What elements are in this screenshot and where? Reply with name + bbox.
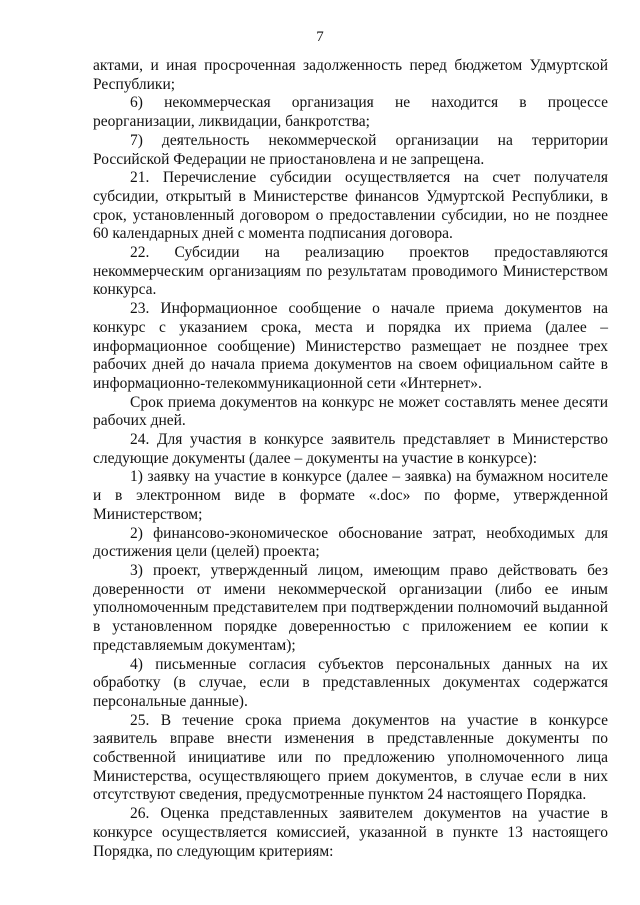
page-number: 7 xyxy=(316,29,324,45)
document-body xyxy=(93,57,608,861)
paragraph: актами, и иная просроченная задолженность перед бюджетом Удмуртской Республики; xyxy=(93,57,608,93)
paragraph: 23. Информационное сообщение о начале приема документов на конкурс с указанием срока, места и порядка их приема (далее – информационное сообщение) Министерство размещает не позднее трех рабочих дней до начала приема документов на своем официальном сайте в информационно-телекоммуникационной сети «Интернет». xyxy=(93,300,608,392)
paragraph: 2) финансово-экономическое обоснование затрат, необходимых для достижения цели (целей) проекта; xyxy=(93,524,608,561)
paragraph: 26. Оценка представленных заявителем документов на участие в конкурсе осуществляется комиссией, указанной в пункте 13 настоящего Порядка, по следующим критериям: xyxy=(93,805,608,860)
paragraph: 22. Субсидии на реализацию проектов предоставляются некоммерческим организациям по результатам проводимого Министерством конкурса. xyxy=(93,244,608,299)
paragraph: 1) заявку на участие в конкурсе (далее – заявка) на бумажном носителе и в электронном виде в формате «.doc» по форме, утвержденной Министерством; xyxy=(93,468,608,523)
paragraph: 4) письменные согласия субъектов персональных данных на их обработку (в случае, если в представленных документах содержатся персональные данные). xyxy=(93,655,608,710)
paragraph: 3) проект, утвержденный лицом, имеющим право действовать без доверенности от имени некоммерческой организации (либо ее иным уполномоченным представителем при подтверждении полномочий выданной в установленном порядке доверенностью с приложением ее копии к представляемым документам); xyxy=(93,561,608,654)
paragraph: 25. В течение срока приема документов на участие в конкурсе заявитель вправе внести изменения в представленные документы по собственной инициативе или по предложению уполномоченного лица Министерства, осуществляющего прием документов, в случае если в них отсутствуют сведения, предусмотренные пунктом 24 настоящего Порядка. xyxy=(93,711,608,804)
paragraph: 24. Для участия в конкурсе заявитель представляет в Министерство следующие документы (далее – документы на участие в конкурсе): xyxy=(93,431,608,467)
paragraph: 21. Перечисление субсидии осуществляется на счет получателя субсидии, открытый в Министерстве финансов Удмуртской Республики, в срок, установленный договором о предоставлении субсидии, но не позднее 60 календарных дней с момента подписания договора. xyxy=(93,169,608,243)
paragraph: 6) некоммерческая организация не находится в процессе реорганизации, ликвидации, банкротства; xyxy=(93,94,608,131)
paragraph: Срок приема документов на конкурс не может составлять менее десяти рабочих дней. xyxy=(93,393,608,430)
paragraph: 7) деятельность некоммерческой организации на территории Российской Федерации не приостановлена и не запрещена. xyxy=(93,131,608,168)
